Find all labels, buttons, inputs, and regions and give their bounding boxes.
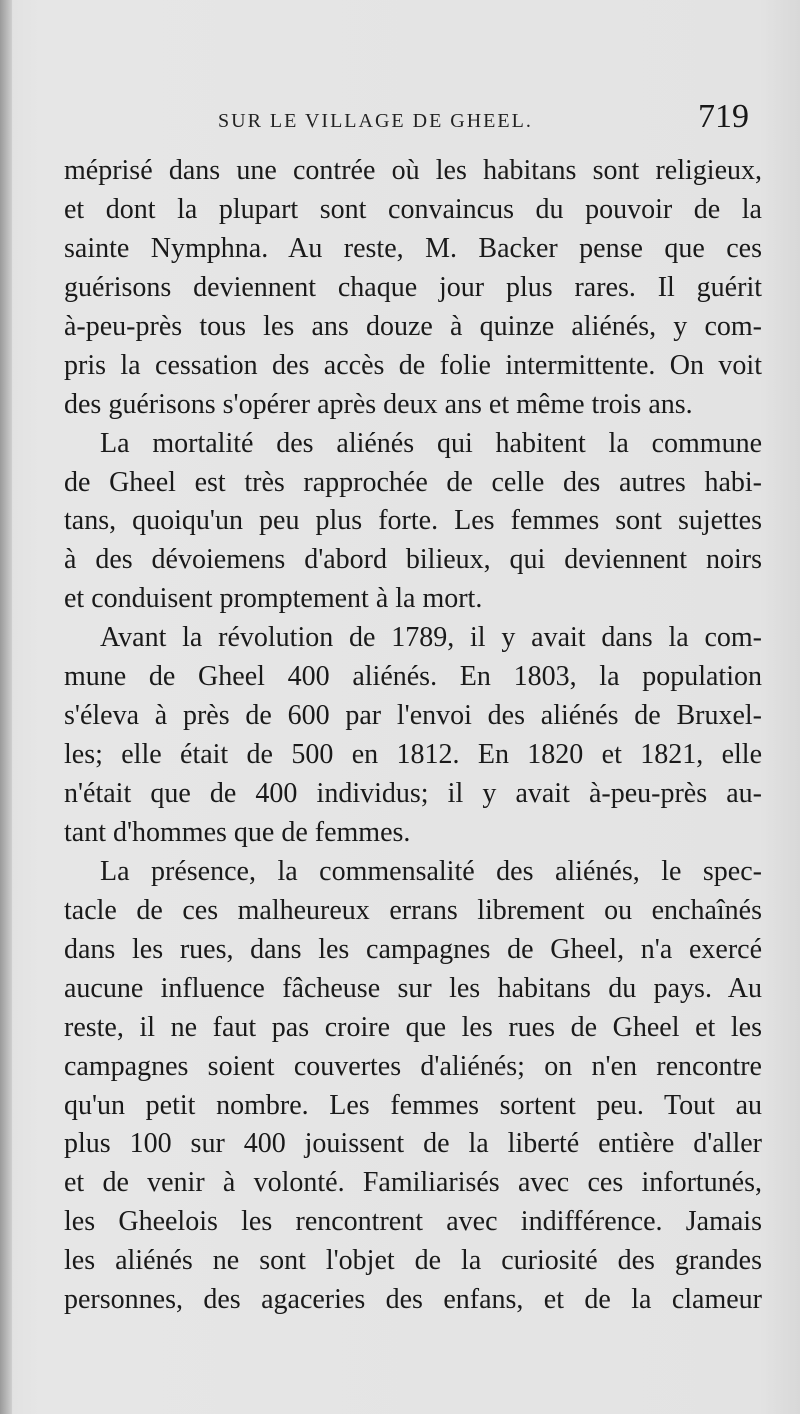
page-header [0,98,800,148]
body-text [64,152,762,1320]
text-line: des guérisons s'opérer après deux ans et même trois ans. [64,388,693,420]
text-line: à des dévoiemens d'abord bilieux, qui deviennent noirs [64,544,762,576]
text-line: tacle de ces malheureux errans librement ou enchaînés [64,894,762,926]
text-line: et dont la plupart sont convaincus du pouvoir de la [64,193,762,225]
text-line: les Gheelois les rencontrent avec indifférence. Jamais [64,1206,762,1238]
text-line: tans, quoiqu'un peu plus forte. Les femmes sont sujettes [64,505,762,537]
running-title: SUR LE VILLAGE DE GHEEL. [218,110,533,132]
text-line: sainte Nymphna. Au reste, M. Backer pense que ces [64,232,762,264]
text-line: et conduisent promptement à la mort. [64,583,483,615]
text-line: tant d'hommes que de femmes. [64,816,411,848]
page-number: 719 [698,98,749,135]
text-line: personnes, des agaceries des enfans, et de la clameur [64,1284,762,1316]
text-line: et de venir à volonté. Familiarisés avec ces infortunés, [64,1167,762,1199]
text-line: pris la cessation des accès de folie intermittente. On voit [64,349,762,381]
text-line: reste, il ne faut pas croire que les rues de Gheel et les [64,1011,762,1043]
text-line: campagnes soient couvertes d'aliénés; on n'en rencontre [64,1050,762,1082]
text-line: Avant la révolution de 1789, il y avait dans la com- [100,622,762,654]
text-line: les; elle était de 500 en 1812. En 1820 et 1821, elle [64,739,762,771]
text-line: guérisons deviennent chaque jour plus rares. Il guérit [64,271,762,303]
text-line: s'éleva à près de 600 par l'envoi des aliénés de Bruxel- [64,700,762,732]
text-line: aucune influence fâcheuse sur les habitans du pays. Au [64,972,762,1004]
text-line: qu'un petit nombre. Les femmes sortent peu. Tout au [64,1089,762,1121]
text-line: plus 100 sur 400 jouissent de la liberté entière d'aller [64,1128,762,1160]
text-line: de Gheel est très rapprochée de celle des autres habi- [64,466,762,498]
text-line: les aliénés ne sont l'objet de la curiosité des grandes [64,1245,762,1277]
text-line: dans les rues, dans les campagnes de Gheel, n'a exercé [64,933,762,965]
text-line: La présence, la commensalité des aliénés, le spec- [100,855,762,887]
text-line: mune de Gheel 400 aliénés. En 1803, la population [64,661,762,693]
text-line: n'était que de 400 individus; il y avait à-peu-près au- [64,778,762,809]
text-line: La mortalité des aliénés qui habitent la commune [100,427,762,459]
page-gutter-shadow [0,0,12,1414]
text-line: à-peu-près tous les ans douze à quinze aliénés, y com- [64,310,762,342]
text-line: méprisé dans une contrée où les habitans sont religieux, [64,155,762,186]
